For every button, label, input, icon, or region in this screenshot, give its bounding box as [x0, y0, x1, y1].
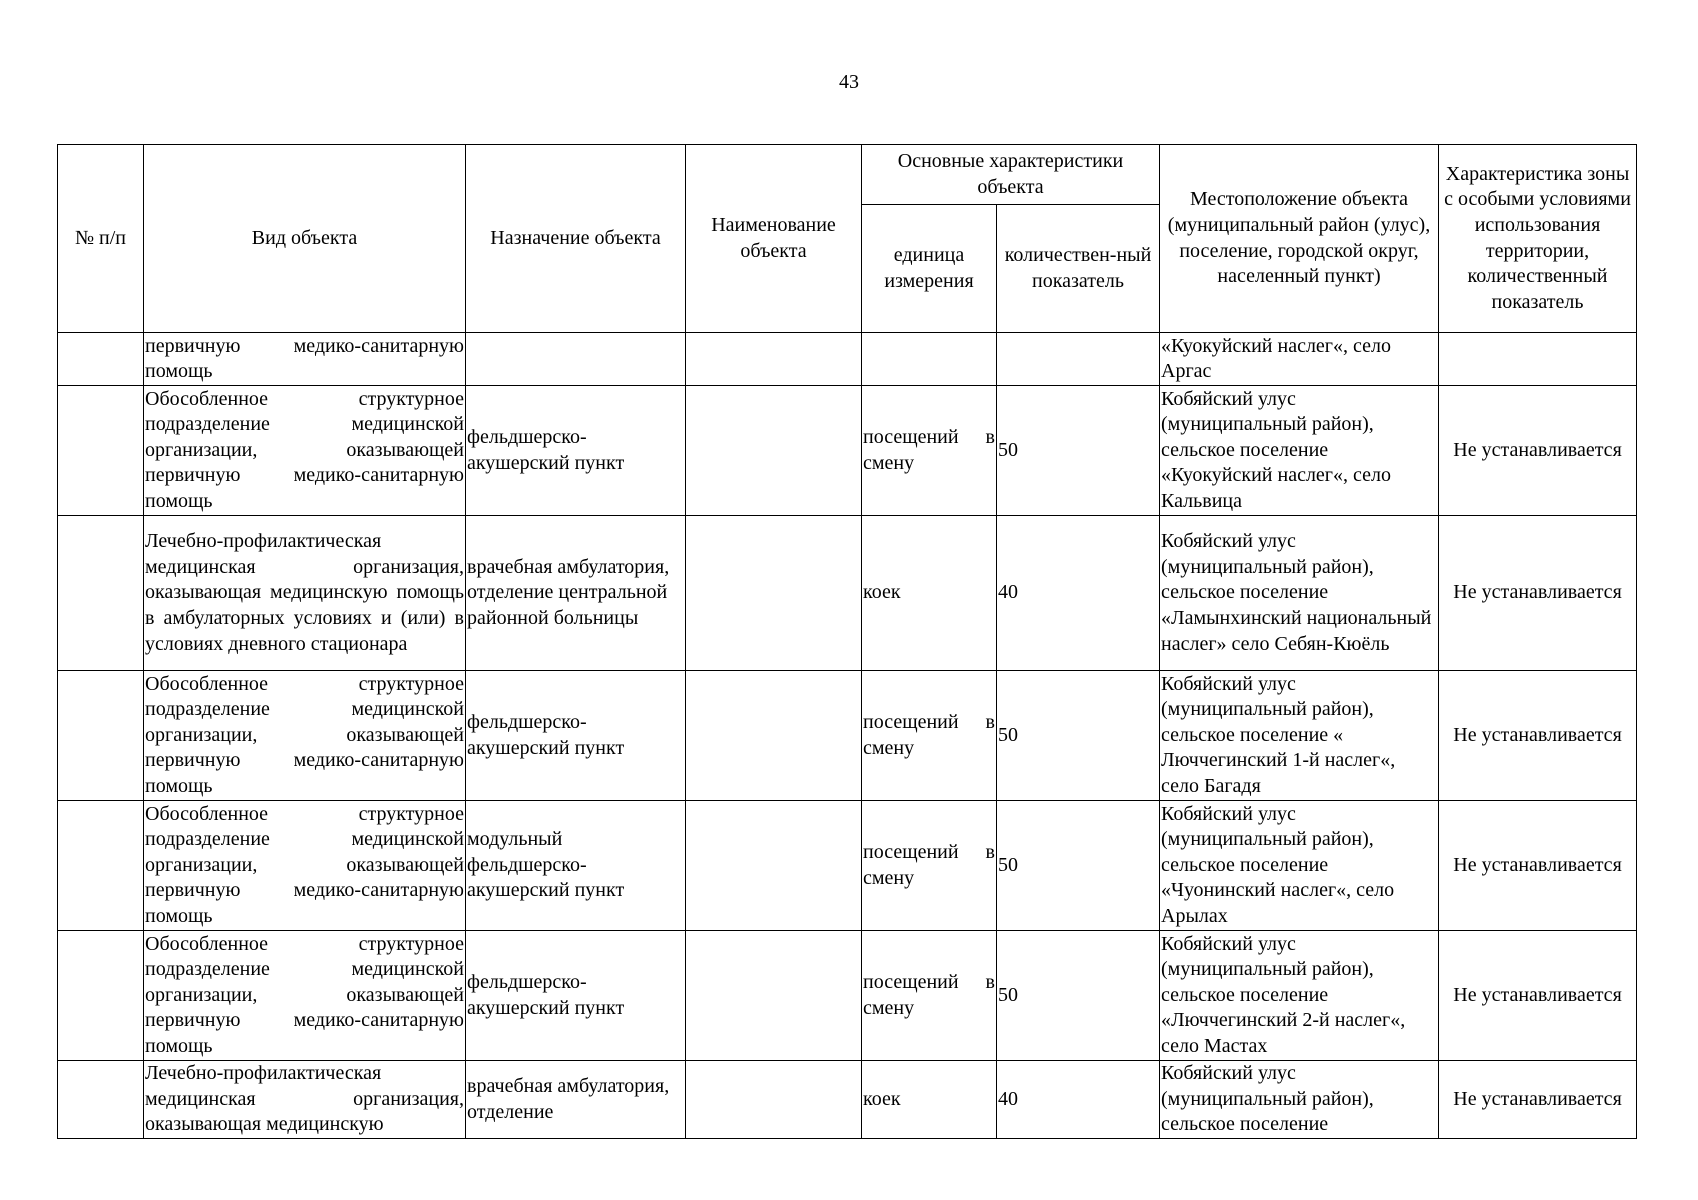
cell-zone: Не устанавливается	[1439, 1061, 1637, 1139]
cell-name	[686, 333, 862, 386]
cell-purpose: фельдшерско-акушерский пункт	[466, 671, 686, 801]
cell-unit: коек	[862, 516, 997, 671]
cell-unit: посещений в смену	[862, 386, 997, 516]
cell-name	[686, 386, 862, 516]
cell-unit: посещений в смену	[862, 671, 997, 801]
cell-type: Лечебно-профилактическая медицинская организация, оказывающая медицинскую помощь в амбулаторных условиях и (или) в условиях дневного стационара	[144, 516, 466, 671]
cell-num	[58, 931, 144, 1061]
header-num: № п/п	[58, 145, 144, 333]
table-row	[58, 671, 1637, 801]
header-unit: единица измерения	[862, 205, 997, 333]
table-row	[58, 333, 1637, 386]
page-number: 43	[839, 71, 859, 93]
cell-num	[58, 333, 144, 386]
cell-name	[686, 801, 862, 931]
cell-unit: коек	[862, 1061, 997, 1139]
cell-quantity: 50	[997, 801, 1160, 931]
cell-location: Кобяйский улус (муниципальный район), сельское поселение «Люччегинский 2-й наслег«, село Мастах	[1160, 931, 1439, 1061]
objects-table	[57, 144, 1637, 1139]
cell-zone: Не устанавливается	[1439, 386, 1637, 516]
cell-purpose: врачебная амбулатория, отделение центральной районной больницы	[466, 516, 686, 671]
cell-name	[686, 1061, 862, 1139]
cell-num	[58, 671, 144, 801]
cell-unit: посещений в смену	[862, 931, 997, 1061]
cell-zone: Не устанавливается	[1439, 801, 1637, 931]
cell-purpose: модульный фельдшерско-акушерский пункт	[466, 801, 686, 931]
cell-quantity: 50	[997, 386, 1160, 516]
cell-location: Кобяйский улус (муниципальный район), сельское поселение « Люччегинский 1-й наслег«, село Багадя	[1160, 671, 1439, 801]
header-main-characteristics: Основные характеристики объекта	[862, 145, 1160, 205]
cell-unit	[862, 333, 997, 386]
cell-location: «Куокуйский наслег«, село Аргас	[1160, 333, 1439, 386]
cell-type: Обособленное структурное подразделение медицинской организации, оказывающей первичную медико-санитарную помощь	[144, 671, 466, 801]
cell-type: первичную медико-санитарную помощь	[144, 333, 466, 386]
cell-quantity: 50	[997, 671, 1160, 801]
cell-type: Обособленное структурное подразделение медицинской организации, оказывающей первичную медико-санитарную помощь	[144, 801, 466, 931]
cell-quantity	[997, 333, 1160, 386]
cell-zone: Не устанавливается	[1439, 671, 1637, 801]
header-location: Местоположение объекта (муниципальный район (улус), поселение, городской округ, населенный пункт)	[1160, 145, 1439, 333]
cell-quantity: 50	[997, 931, 1160, 1061]
cell-type: Лечебно-профилактическая медицинская организация, оказывающая медицинскую	[144, 1061, 466, 1139]
table-row	[58, 931, 1637, 1061]
cell-purpose: фельдшерско-акушерский пункт	[466, 931, 686, 1061]
table-row	[58, 386, 1637, 516]
cell-quantity: 40	[997, 1061, 1160, 1139]
header-name: Наименование объекта	[686, 145, 862, 333]
cell-purpose	[466, 333, 686, 386]
cell-type: Обособленное структурное подразделение медицинской организации, оказывающей первичную медико-санитарную помощь	[144, 931, 466, 1061]
header-quantity: количествен-ный показатель	[997, 205, 1160, 333]
cell-zone: Не устанавливается	[1439, 931, 1637, 1061]
cell-location: Кобяйский улус (муниципальный район), сельское поселение	[1160, 1061, 1439, 1139]
header-zone: Характеристика зоны с особыми условиями использования территории, количественный показатель	[1439, 145, 1637, 333]
cell-zone	[1439, 333, 1637, 386]
cell-quantity: 40	[997, 516, 1160, 671]
cell-num	[58, 801, 144, 931]
cell-num	[58, 386, 144, 516]
cell-location: Кобяйский улус (муниципальный район), сельское поселение «Чуонинский наслег«, село Арылах	[1160, 801, 1439, 931]
cell-name	[686, 931, 862, 1061]
cell-name	[686, 516, 862, 671]
header-purpose: Назначение объекта	[466, 145, 686, 333]
header-type: Вид объекта	[144, 145, 466, 333]
cell-purpose: врачебная амбулатория, отделение	[466, 1061, 686, 1139]
table-row	[58, 1061, 1637, 1139]
cell-zone: Не устанавливается	[1439, 516, 1637, 671]
cell-location: Кобяйский улус (муниципальный район), сельское поселение «Куокуйский наслег«, село Кальвица	[1160, 386, 1439, 516]
cell-unit: посещений в смену	[862, 801, 997, 931]
table-row	[58, 516, 1637, 671]
cell-location: Кобяйский улус (муниципальный район), сельское поселение «Ламынхинский национальный наслег» село Себян-Кюёль	[1160, 516, 1439, 671]
table-row	[58, 801, 1637, 931]
cell-num	[58, 1061, 144, 1139]
cell-type: Обособленное структурное подразделение медицинской организации, оказывающей первичную медико-санитарную помощь	[144, 386, 466, 516]
cell-name	[686, 671, 862, 801]
cell-num	[58, 516, 144, 671]
cell-purpose: фельдшерско-акушерский пункт	[466, 386, 686, 516]
